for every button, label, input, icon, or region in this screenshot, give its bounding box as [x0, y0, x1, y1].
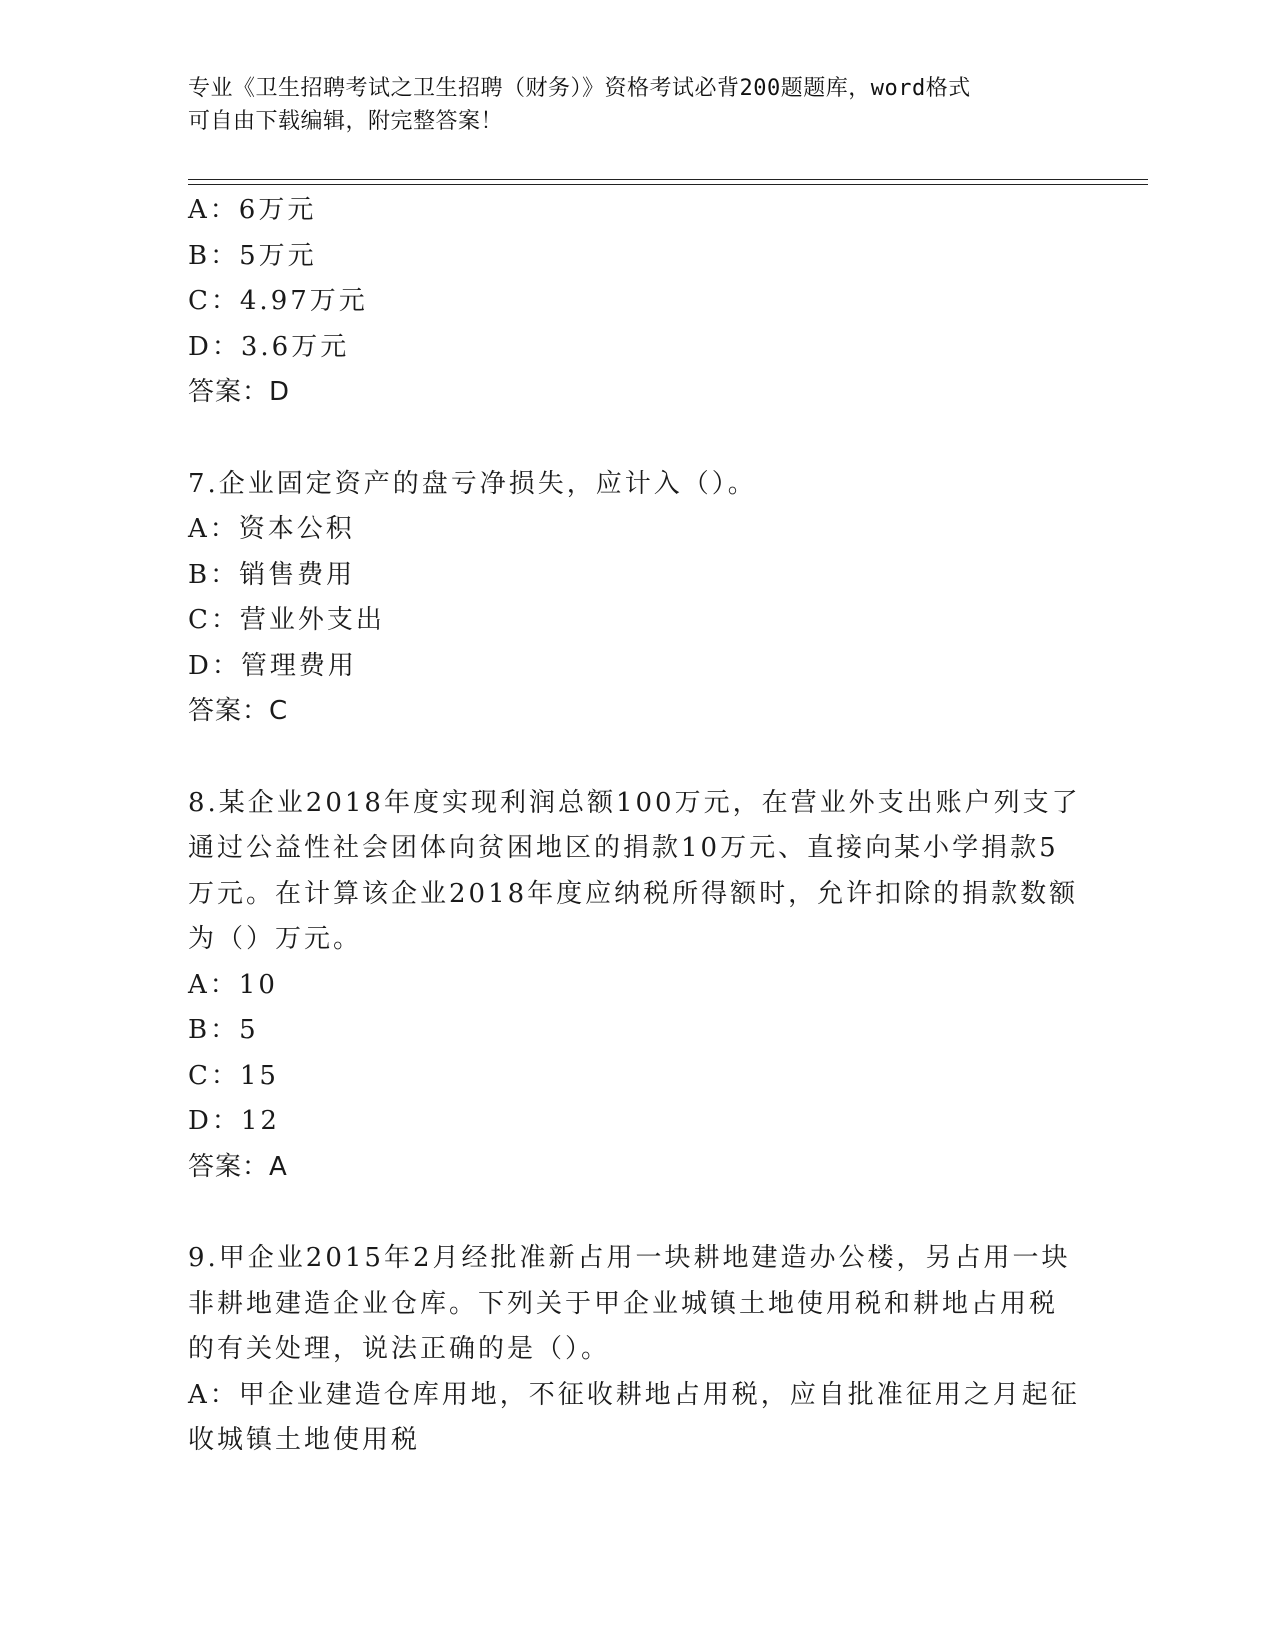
header-divider-bottom — [188, 184, 1148, 185]
question-8 — [188, 781, 1088, 1191]
option-a: A：6万元 — [188, 195, 317, 225]
option-a: A：资本公积 — [188, 514, 355, 544]
header-title-line-2: 可自由下载编辑，附完整答案！ — [188, 109, 504, 134]
option-a-line-1: A：甲企业建造仓库用地，不征收耕地占用税，应自批准征用之月起征 — [188, 1379, 1080, 1410]
question-text-line-3: 万元。在计算该企业2018年度应纳税所得额时，允许扣除的捐款数额 — [188, 878, 1079, 909]
option-a-line-2: 收城镇土地使用税 — [188, 1425, 421, 1455]
header-divider-top — [188, 179, 1148, 180]
question-text-line-4: 为（）万元。 — [188, 924, 363, 954]
question-text: 7.企业固定资产的盘亏净损失，应计入（）。 — [188, 468, 757, 499]
document-header — [188, 72, 1068, 138]
option-d: D：3.6万元 — [188, 331, 350, 362]
option-b: B：5 — [188, 1015, 259, 1045]
option-b: B：5万元 — [188, 240, 317, 271]
spacer — [188, 416, 1088, 462]
question-list — [188, 188, 1088, 1464]
spacer — [188, 735, 1088, 781]
question-text-line-2: 通过公益性社会团体向贫困地区的捐款10万元、直接向某小学捐款5 — [188, 833, 1059, 863]
option-c: C：营业外支出 — [188, 605, 385, 635]
question-text-line-1: 8.某企业2018年度实现利润总额100万元，在营业外支出账户列支了 — [188, 787, 1081, 818]
option-b: B：销售费用 — [188, 559, 356, 590]
header-title-line-1: 专业《卫生招聘考试之卫生招聘（财务）》资格考试必背200题题库，word格式 — [188, 76, 971, 101]
question-7 — [188, 462, 1088, 735]
spacer — [188, 1190, 1088, 1236]
option-c: C：4.97万元 — [188, 286, 368, 316]
option-d: D：管理费用 — [188, 650, 357, 681]
option-d: D：12 — [188, 1106, 280, 1136]
question-6 — [188, 188, 1088, 416]
answer-label: 答案：A — [188, 1151, 288, 1182]
question-text-line-3: 的有关处理，说法正确的是（）。 — [188, 1334, 611, 1364]
answer-label: 答案：D — [188, 377, 291, 407]
question-text-line-1: 9.甲企业2015年2月经批准新占用一块耕地建造办公楼，另占用一块 — [188, 1243, 1071, 1273]
answer-label: 答案：C — [188, 696, 289, 726]
option-c: C：15 — [188, 1060, 279, 1091]
option-a: A：10 — [188, 969, 278, 1000]
question-9 — [188, 1236, 1088, 1464]
question-text-line-2: 非耕地建造企业仓库。下列关于甲企业城镇土地使用税和耕地占用税 — [188, 1288, 1059, 1319]
